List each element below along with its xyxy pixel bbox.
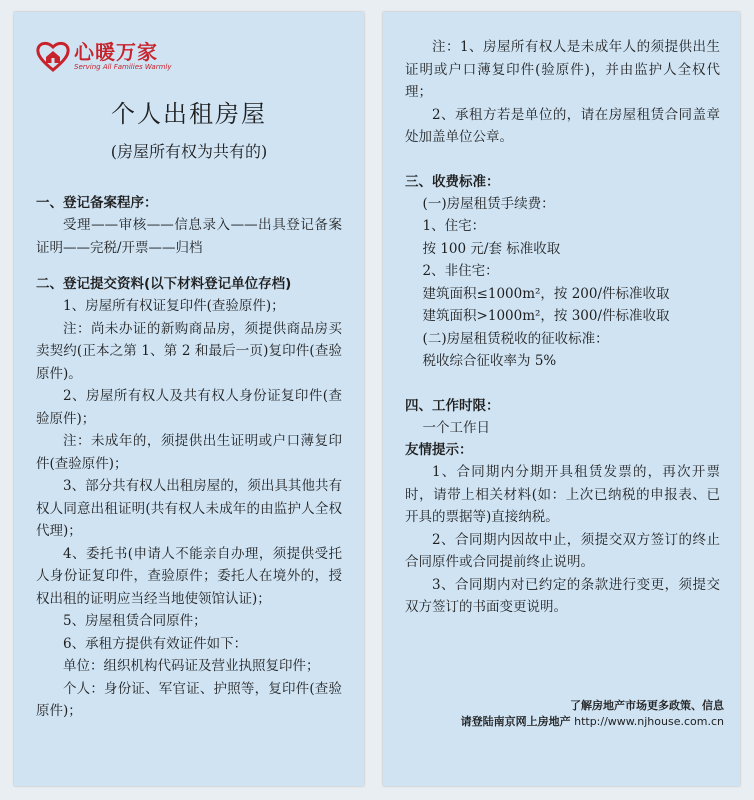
list-item: 个人：身份证、军官证、护照等，复印件(查验原件)； [36,680,342,719]
section1-text: 受理——审核——信息录入——出具登记备案证明——完税/开票——归档 [36,217,342,256]
logo-name: 心暖万家 [74,39,158,64]
tip-item: 2、合同期内因故中止，须提交双方签订的终止合同原件或合同提前终止说明。 [405,531,720,570]
section2-heading: 二、登记提交资料(以下材料登记单位存档) [36,276,292,292]
section4-text: 一个工作日 [422,419,491,436]
footer-url-link[interactable]: http://www.njhouse.com.cn [570,715,724,728]
tip-item: 3、合同期内对已约定的条款进行变更，须提交双方签订的书面变更说明。 [405,576,720,615]
heart-house-icon [36,40,70,72]
logo [36,36,342,76]
section3-heading: 三、收费标准： [405,173,500,190]
list-item: 2、房屋所有权人及共有权人身份证复印件(查验原件)； [36,388,342,427]
footer [403,698,724,730]
tip-item: 1、合同期内分期开具租赁发票的，再次开票时，请带上相关材料(如：上次已纳税的申报表、已开具的票据等)直接纳税。 [405,464,720,525]
fee-line: 1、住宅： [422,218,486,234]
fee-line: 税收综合征收率为 5% [422,353,557,369]
list-item: 4、委托书(申请人不能亲自办理，须提供受托人身份证复印件，查验原件；委托人在境外的，授权出租的证明应当经当地使领馆认证)； [36,545,342,607]
footer-line2: 请登陆南京网上房地产 [460,715,571,728]
logo-tagline: Serving All Families Warmly [74,62,172,71]
list-item: 注：未成年的，须提供出生证明或户口薄复印件(查验原件)； [36,433,342,472]
right-panel [383,12,740,786]
list-item: 6、承租方提供有效证件如下： [63,635,248,652]
fee-line: 按 100 元/套 标准收取 [422,240,561,257]
section1-heading: 一、登记备案程序： [36,195,158,211]
footer-line1: 了解房地产市场更多政策、信息 [570,699,724,712]
note-item: 注：1、房屋所有权人是未成年人的须提供出生证明或户口薄复印件(验原件)，并由监护人全权代理； [405,39,720,100]
list-item: 5、房屋租赁合同原件； [63,613,207,629]
fee-line: 2、非住宅： [422,263,499,279]
fee-line: (二)房屋租赁税收的征收标准： [422,330,609,347]
left-panel [14,12,364,786]
fee-line: 建筑面积≤1000m²，按 200/件标准收取 [422,285,670,302]
tips-heading: 友情提示： [405,442,473,458]
list-item: 注：尚未办证的新购商品房，须提供商品房买卖契约(正本之第 1、第 2 和最后一页)复印件(查验原件)。 [36,320,342,382]
list-item: 1、房屋所有权证复印件(查验原件)； [63,298,285,314]
note-item: 2、承租方若是单位的，请在房屋租赁合同盖章处加盖单位公章。 [405,106,720,145]
fee-line: (一)房屋租赁手续费： [422,195,555,212]
list-item: 3、部分共有权人出租房屋的，须出具其他共有权人同意出租证明(共有权人未成年的由监护人全权代理)； [36,478,342,539]
section4-heading: 四、工作时限： [405,397,500,414]
list-item: 单位：组织机构代码证及营业执照复印件； [63,658,320,674]
page-title: 个人出租房屋 [111,100,267,128]
page-subtitle: (房屋所有权为共有的) [110,142,268,161]
fee-line: 建筑面积>1000m²，按 300/件标准收取 [422,308,670,324]
